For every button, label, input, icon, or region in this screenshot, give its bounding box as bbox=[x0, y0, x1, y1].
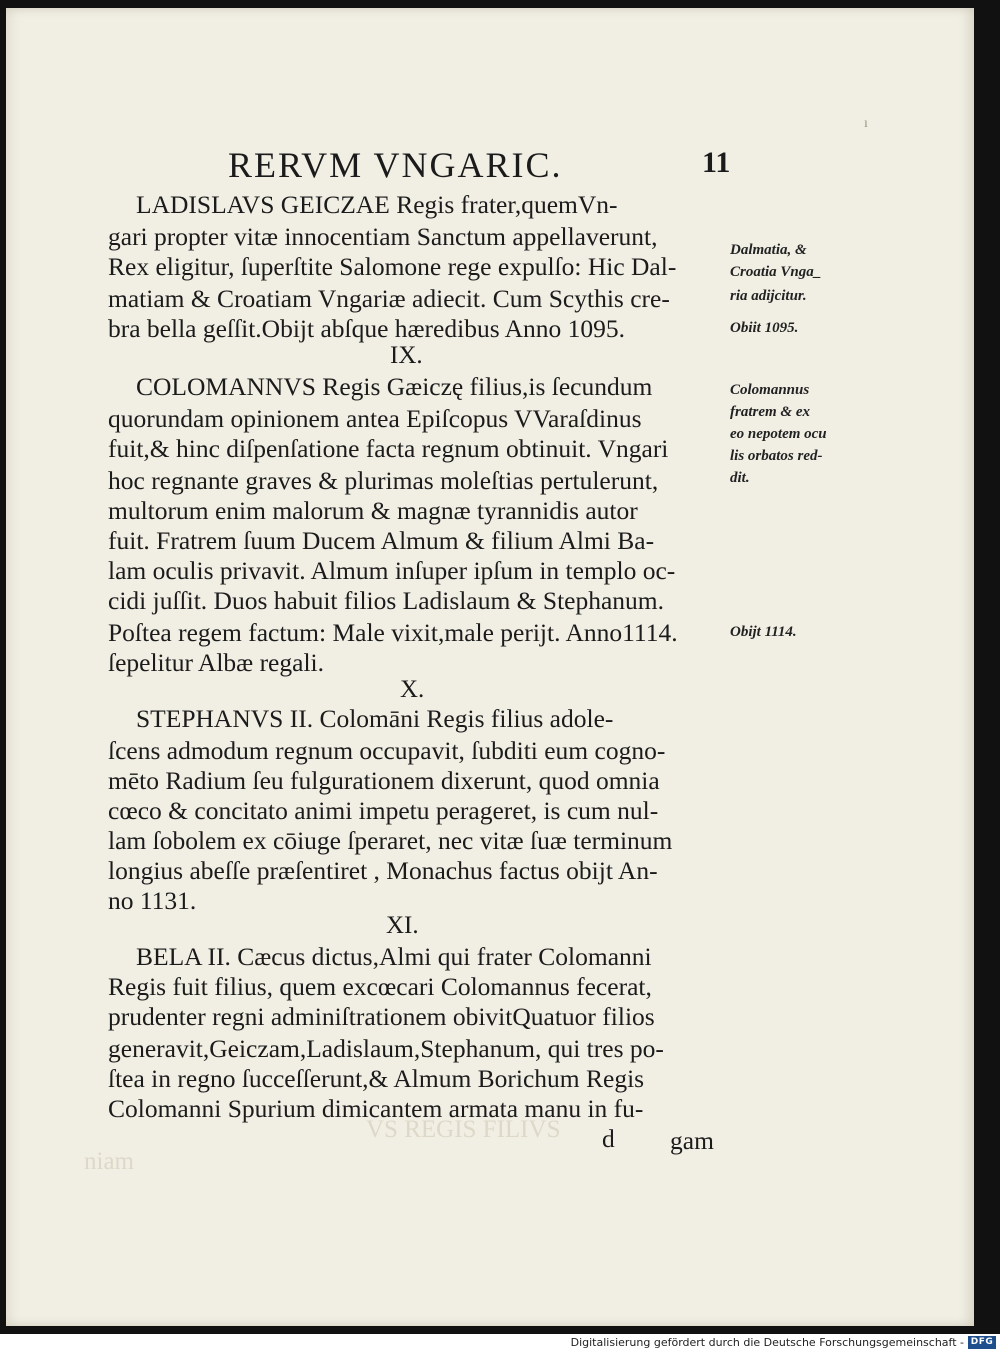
text-line: cœco & concitato animi impetu perageret, is cum nul- bbox=[108, 796, 659, 825]
marginal-note: dit. bbox=[730, 470, 750, 486]
section-number: XI. bbox=[386, 912, 419, 939]
text-line: no 1131. bbox=[108, 886, 197, 915]
marginal-note: ria adijcitur. bbox=[730, 288, 807, 304]
book-page bbox=[6, 8, 974, 1326]
dfg-logo: DFG bbox=[968, 1336, 996, 1349]
text-line: bra bella geſſit.Obijt abſque hæredibus Anno 1095. bbox=[108, 314, 625, 343]
text-line: BELA II. Cæcus dictus,Almi qui frater Colomanni bbox=[136, 942, 652, 971]
page-number: 11 bbox=[702, 146, 731, 179]
marginal-note: Croatia Vnga_ bbox=[730, 264, 822, 280]
text-line: cidi juſſit. Duos habuit filios Ladislaum & Stephanum. bbox=[108, 586, 664, 615]
text-line: matiam & Croatiam Vngariæ adiecit. Cum Scythis cre- bbox=[108, 284, 670, 313]
text-line: fuit. Fratrem ſuum Ducem Almum & filium Almi Ba- bbox=[108, 526, 655, 555]
text-line: Rex eligitur, ſuperſtite Salomone rege expulſo: Hic Dal- bbox=[108, 252, 677, 281]
text-line: generavit,Geiczam,Ladislaum,Stephanum, qui tres po- bbox=[108, 1034, 664, 1063]
text-line: Colomanni Spurium dimicantem armata manu in fu- bbox=[108, 1094, 644, 1123]
bleed-through-text: niam bbox=[84, 1148, 134, 1175]
digitization-footer bbox=[0, 1334, 1000, 1352]
text-line: quorundam opinionem antea Epiſcopus VVaraſdinus bbox=[108, 404, 642, 433]
marginal-note: Obiit 1095. bbox=[730, 320, 799, 336]
text-line: STEPHANVS II. Colomāni Regis filius adole- bbox=[136, 704, 614, 733]
marginal-note: Dalmatia, & bbox=[730, 242, 807, 258]
bleed-through-text: VS REGIS FILIVS bbox=[366, 1116, 561, 1143]
marginal-note: Obijt 1114. bbox=[730, 624, 797, 640]
text-line: ſcens admodum regnum occupavit, ſubditi eum cogno- bbox=[108, 736, 666, 765]
text-line: lam oculis privavit. Almum inſuper ipſum in templo oc- bbox=[108, 556, 676, 585]
footer-credit: Digitalisierung gefördert durch die Deutsche Forschungsgemeinschaft - bbox=[570, 1336, 964, 1349]
running-header: RERVM VNGARIC. bbox=[228, 145, 563, 185]
section-number: IX. bbox=[390, 342, 423, 369]
catchword: gam bbox=[670, 1126, 714, 1155]
text-line: gari propter vitæ innocentiam Sanctum appellaverunt, bbox=[108, 222, 658, 251]
text-line: Poſtea regem factum: Male vixit,male perijt. Anno1114. bbox=[108, 618, 678, 647]
text-line: hoc regnante graves & plurimas moleſtias pertulerunt, bbox=[108, 466, 659, 495]
text-line: Regis fuit filius, quem excœcari Colomannus fecerat, bbox=[108, 972, 652, 1001]
section-number: X. bbox=[400, 676, 425, 703]
text-line: prudenter regni adminiſtrationem obivitQuatuor filios bbox=[108, 1002, 655, 1031]
text-line: ſepelitur Albæ regali. bbox=[108, 648, 324, 677]
text-line: longius abeſſe præſentiret , Monachus factus obijt An- bbox=[108, 856, 658, 885]
marginal-note: lis orbatos red- bbox=[730, 448, 823, 464]
text-line: COLOMANNVS Regis Gæiczę filius,is ſecundum bbox=[136, 372, 653, 401]
marginal-note: eo nepotem ocu bbox=[730, 426, 827, 442]
signature-mark: d bbox=[602, 1124, 615, 1153]
text-line: multorum enim malorum & magnæ tyrannidis autor bbox=[108, 496, 638, 525]
marginal-note: fratrem & ex bbox=[730, 404, 810, 420]
text-line: lam ſobolem ex cōiuge ſperaret, nec vitæ ſuæ terminum bbox=[108, 826, 673, 855]
marginal-note: Colomannus bbox=[730, 382, 810, 398]
margin-mark: ı bbox=[864, 116, 868, 131]
text-line: fuit,& hinc diſpenſatione facta regnum obtinuit. Vngari bbox=[108, 434, 669, 463]
text-line: mēto Radium ſeu fulgurationem dixerunt, quod omnia bbox=[108, 766, 660, 795]
text-line: ſtea in regno ſucceſſerunt,& Almum Borichum Regis bbox=[108, 1064, 645, 1093]
text-line: LADISLAVS GEICZAE Regis frater,quemVn- bbox=[136, 190, 618, 219]
